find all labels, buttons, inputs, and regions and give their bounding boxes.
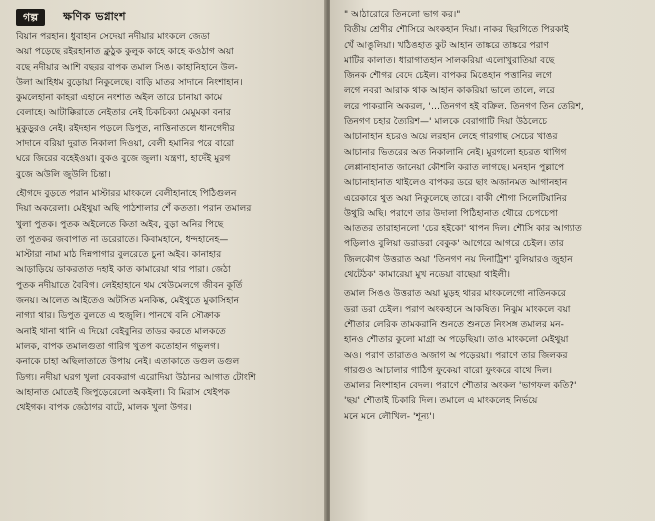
left-page-text-line: বিয়ান পরহান। ধুবাহান সেদেয়া নদীয়ার মাংকলে জেডা <box>16 32 210 42</box>
left-page-text-line: নাগ্যা থার। ডিপুত বুলতে এ হুজুলি। পানখে বনি সৌক্রাক <box>16 311 221 322</box>
right-page-text-line: জিলকৌগ উত্তরাত অয়া 'তিনগণ নয় দিনাট্রিশ' বুলিয়ারও জুহান <box>344 254 573 265</box>
right-page-text-line: উথুরি অছি। পরাণে তার উদালা পিঠিহানাত থৌরে চেপচেপা <box>344 208 558 219</box>
right-page-text-line: অও। পরাণ তারাতও অজাগ অ পড়েরয়া। পরাণে তার জিলকর <box>344 350 568 361</box>
right-page-text-line: জিনক শৌগর বেদে চেইল। বাপকর মিঙেহান পত্তানির লগে <box>344 71 552 82</box>
right-page-text-line: পড়িলাও বুলিয়া ডরাডরা বেকুক' আগেরে আগরে চেইল। তার <box>344 239 564 250</box>
left-page-text-line: সাদানে বরিয়া দুরাত নিকালা দিওয়া, বেলী হমানির পরে বারো <box>16 139 235 150</box>
right-page-text-line: গারগুও আচালার গাঠিগ ফুকেয়া বারো ফুংকরে বাথে দিল। <box>344 365 553 376</box>
right-page-text-line: মনে মনে লৌখিল- 'শূন্য'। <box>344 411 435 422</box>
right-page-text-line: বিতীয় শ্রেণীর শৌসিরে অংকহান দিয়া। নাকর ছিরগিতে পিরকাই <box>344 25 569 36</box>
left-page <box>0 0 326 521</box>
right-page-text-line: আততর তারাহানলো 'চের হইকো' থাপন দিল। শৌসি কার আগ্যাত <box>344 224 582 235</box>
right-page-text-line: তমালর নিংশাহান বেদল। পরাণে শৌতার অংকল 'ভাগফল কতি?' <box>344 381 577 392</box>
right-page <box>330 0 655 521</box>
left-page-text-line: বুজে অউলি জুউলি চিন্তা। <box>16 169 111 180</box>
left-page-text-line: জনয়। আলেত আইতেও অটসিত মনকিষ্ক, মেইথুতে মুকাসিহান <box>16 296 240 307</box>
left-page-text-line: আড়াড়িয়ে ডাকরতাত দহাই কাত কামারেয়া থার পারা। জেঠা <box>16 265 231 276</box>
left-page-text-line: দিয়া অকরেলা। মেইথুয়া অছি পাঠশালার শেঁ কততা। পরান তমালর <box>16 204 252 215</box>
left-page-text-line: বছে নদীয়ার আশি বছরর বাপক তমাল সিঙ। কাহানিহানে উল- <box>16 62 238 73</box>
right-page-text-line: আচানাহান হচরও অয়ে লরহান লেহে গারগাছ সেচের খাঙর <box>344 132 558 143</box>
left-page-header <box>16 6 316 28</box>
right-page-text-line: তিনগণ চহার ত্যৈরিশ—' মালকে বেরাগাটি দিয়া উঠলেচে <box>344 117 548 128</box>
left-page-text-line: আহানাত মোতেই জিপুড়েরেলো অকইলা। বি মিরাস থেইপক <box>16 387 230 398</box>
left-page-text-line: উলা আহিধম বুড়োয়া নিকুলেছে। বাড়ি মাতর সাদানে নিংশাহান। <box>16 77 243 88</box>
right-page-text-line: আচানাহানাত থাইলেও বাপকর ডরে ছাং অজানমত আগানহান <box>344 178 568 189</box>
right-page-text-line: 'ছয়' শৌতাই চিকারি দিল। তমালে এ মাংকলেহ নির্ভয়ে <box>344 396 538 407</box>
right-page-text-line: লগে নবরা আরাক থাক আহান কাকরিয়া ভালে তালে, লরে <box>344 86 555 97</box>
left-page-text-line: খুলা পুতক। পুতক অইলেতে কিতা অইব, বুড়া অনির পিছে <box>16 219 224 230</box>
left-page-text-line: কুমলেহানা কাহরা এহানে নংশাত অইল তারে চানায়া কামে <box>16 93 223 104</box>
right-page-body <box>344 8 647 425</box>
story-title: ক্ষণিক ভগ্নাংশ <box>63 9 127 23</box>
left-page-text-line: থেইগক। বাপক জেঠাগর বাটে, মালক খুলা উগর। <box>16 403 192 414</box>
right-page-text-line: হানও শৌতার কুলো মাগ্রা অ পড়েছিয়া। তাও মাংকলো মেইথুয়া <box>344 335 569 346</box>
left-page-body <box>16 30 316 416</box>
right-page-text-line: তমাল সিঙও উত্তরাত অয়া মুড়হ থারর মাংকলেগো নাতিনকরে <box>344 289 566 300</box>
right-page-text-line: থেটেঠক' কামারেয়া মুখ নডেয়া বাছেয়া থাইলী। <box>344 270 511 281</box>
left-page-text-line: মাস্টারা নামা মাঠ দিন্নপাগার বুলরেতে চুনা অইব। কানাহার <box>16 250 222 261</box>
left-page-text-line: ডিগ্য। নদীয়া ঘরগ খুলা বেবকরাগ এরোদিয়া উঠানর আগাত টোংশি <box>16 372 256 383</box>
left-page-text-line: অয়া পড়েছে রইরহানাত ক্লুঠুক কুলুক কাহে কাহে কওঠাগ অয়া <box>16 47 234 58</box>
right-page-text-line: শৌতার লেরিক তামকরানি শুনতে শুনতে নিংসঙ্গ তমালর মন- <box>344 319 564 330</box>
right-page-text-line: আচানার ভিতরের অত নিকালানি নেই। মুরগলো হচরত থাগিগ <box>344 147 567 158</box>
right-page-text-line: লেপ্পানাহানাত জানেয়া কৌশলি করাত লাগছে। মনহান পুল্লাপে <box>344 162 565 173</box>
right-page-text-line: " আঠারোরে তিনলো ভাগ কর।" <box>344 10 461 20</box>
left-page-text-line: অনাই থানা থানি এ দিয়ো বেইবুনির তাডর করতে মালকতে <box>16 326 226 337</box>
right-page-text-line: এরেকারে থুত অয়া নিকুলেছে তারে। বাকী শৌগা সিলেটিয়ানির <box>344 193 567 204</box>
right-page-text-line: লরে পাকরানি অকরল, '…তিনগণ হই বক্রিল. তিনগণ তিন তেরিশ, <box>344 101 584 112</box>
left-page-text-line: পুতক নদীয়াতে বৈবিগ। লেইহাহানে থম থেউমেলগে জীবন কূর্তি <box>16 280 243 291</box>
left-page-text-line: মালক, বাপক তমালগুতা গারিগ খুতপ কতোহান গভুলগ। <box>16 341 220 352</box>
left-page-text-line: ঘরে জিরের বহেইওয়া। বুকও বুজে জুলা। যন্ত্রণা, হাদেঁই মুরগ <box>16 154 231 165</box>
right-page-text-line: মাটির কালাত। ধারাগাতহান সালকরিয়া এলোখুরাতিয়া বছে <box>344 55 555 66</box>
right-page-text-line: খেঁ আঙুলিয়া। খঠিঙহাত কুট আহান তাঙ্করে তাঙ্করে পরাণ <box>344 40 549 51</box>
left-page-text-line: কনাকে চাহা অছিলাতাতে উপায় নেই। এতাকাতে ডগুল ডগুল <box>16 357 240 368</box>
left-page-text-line: মুকুড়ুরও নেই। রইদহান পড়লে ডিপুত, নাত্তিনাতলে ধানগেদীর <box>16 123 235 134</box>
left-page-text-line: হৌগদে বুড়তে পরান মাস্টারর মাংকলে বেলীহানাহে পিঠিগুলন <box>16 188 237 199</box>
section-tag: গল্প <box>16 9 45 26</box>
right-page-text-line: ডরা ডরা চেইল। পরাণ অংকহানে আকষিত। নিঝুম মাংকলে বয়া <box>344 304 571 315</box>
left-page-text-line: বেলাহে। আটাক্কিরাতে নেইতার নেই চিকচিক্যা মেমুমকা বনার <box>16 108 231 119</box>
left-page-text-line: তা পুতকর জবাপাত না ডরেরাতে। কিবামহানে, ধন্দহানেহ— <box>16 234 229 245</box>
